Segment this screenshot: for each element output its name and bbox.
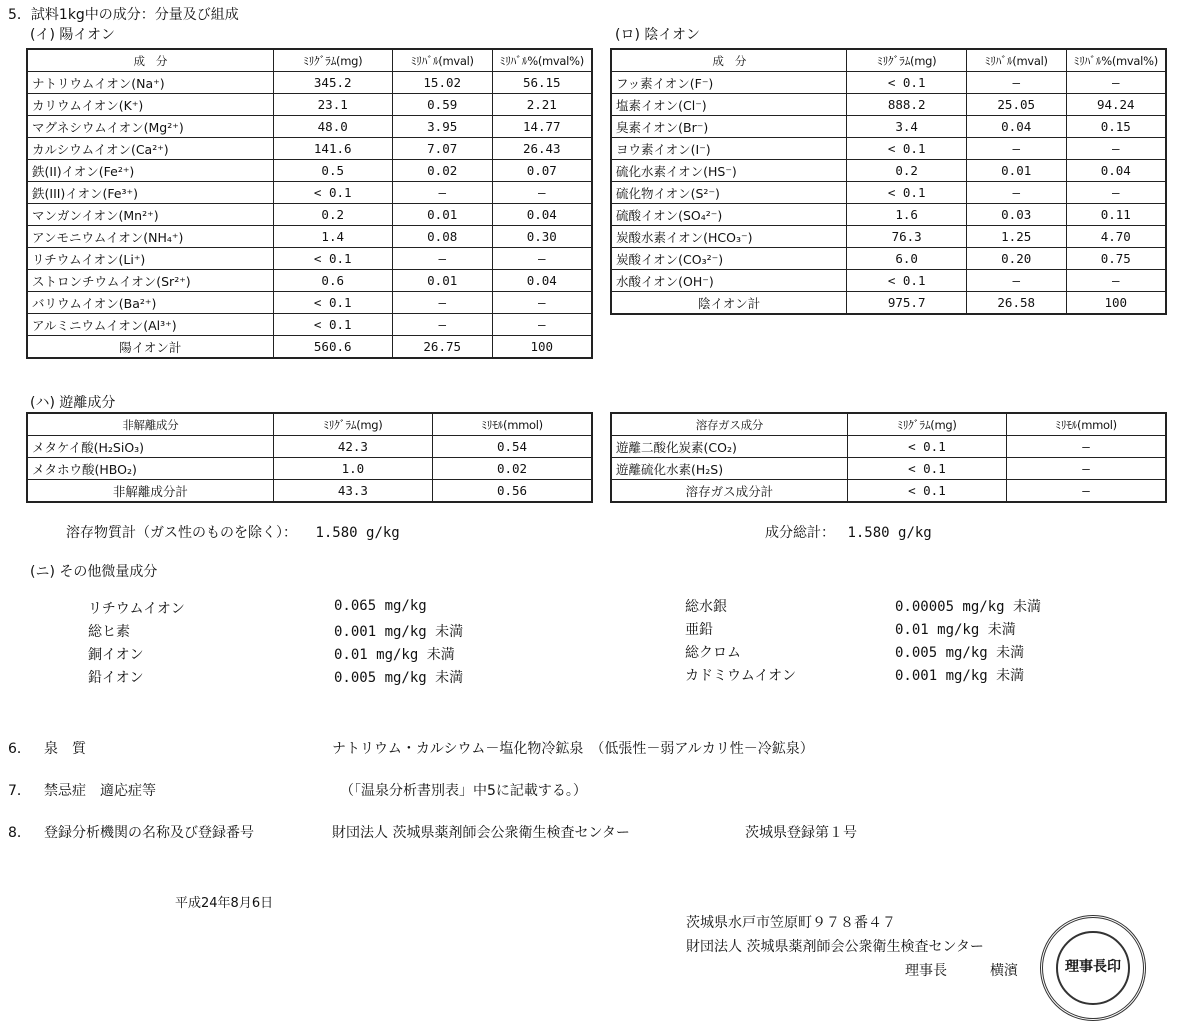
- component-value: —: [1066, 270, 1166, 292]
- component-name: 炭酸水素イオン(HCO₃⁻): [611, 226, 847, 248]
- component-value: 3.95: [392, 116, 492, 138]
- table-row: [611, 204, 1166, 226]
- component-value: < 0.1: [273, 182, 392, 204]
- component-value: —: [1007, 436, 1166, 458]
- component-value: 7.07: [392, 138, 492, 160]
- component-value: 4.70: [1066, 226, 1166, 248]
- col-header: 成 分: [27, 49, 273, 72]
- free-heading: (ハ) 遊離成分: [30, 395, 116, 411]
- component-name: 炭酸イオン(CO₃²⁻): [611, 248, 847, 270]
- item7-value: （「温泉分析書別表」中5に記載する。）: [340, 783, 587, 799]
- component-value: —: [392, 292, 492, 314]
- component-name: 遊離二酸化炭素(CO₂): [611, 436, 847, 458]
- total-value: 0.56: [433, 480, 592, 503]
- table-row: [611, 248, 1166, 270]
- component-name: リチウムイオン(Li⁺): [27, 248, 273, 270]
- table-row: [611, 458, 1166, 480]
- component-name: ナトリウムイオン(Na⁺): [27, 72, 273, 94]
- component-value: —: [1007, 458, 1166, 480]
- total-row: [611, 292, 1166, 315]
- component-name: 臭素イオン(Br⁻): [611, 116, 847, 138]
- component-name: メタケイ酸(H₂SiO₃): [27, 436, 273, 458]
- component-value: 0.5: [273, 160, 392, 182]
- component-value: 1.6: [847, 204, 966, 226]
- col-header: ﾐﾘﾊﾞﾙ%(mval%): [492, 49, 592, 72]
- gas-table: [610, 412, 1167, 503]
- issue-date: 平成24年8月6日: [175, 896, 274, 911]
- component-value: 25.05: [966, 94, 1066, 116]
- trace-heading: (ニ) その他微量成分: [30, 564, 158, 580]
- component-value: —: [966, 72, 1066, 94]
- component-name: 硫化水素イオン(HS⁻): [611, 160, 847, 182]
- component-value: 56.15: [492, 72, 592, 94]
- total-label: 陰イオン計: [611, 292, 847, 315]
- official-seal: [1040, 915, 1146, 1021]
- component-value: < 0.1: [847, 270, 966, 292]
- total-value: 26.75: [392, 336, 492, 359]
- component-value: 0.01: [966, 160, 1066, 182]
- component-value: 0.04: [1066, 160, 1166, 182]
- trace-value: 0.01 mg/kg 未満: [895, 622, 1016, 638]
- component-name: 鉄(II)イオン(Fe²⁺): [27, 160, 273, 182]
- component-value: —: [392, 314, 492, 336]
- total-summary: [765, 522, 932, 542]
- component-value: < 0.1: [847, 458, 1006, 480]
- component-name: メタホウ酸(HBO₂): [27, 458, 273, 480]
- col-header: ﾐﾘｸﾞﾗﾑ(mg): [273, 413, 432, 436]
- component-value: < 0.1: [847, 138, 966, 160]
- trace-value: 0.001 mg/kg 未満: [895, 668, 1025, 684]
- component-name: 硫化物イオン(S²⁻): [611, 182, 847, 204]
- component-value: —: [492, 248, 592, 270]
- seal-text: 理事長印: [1056, 931, 1130, 1005]
- component-name: 塩素イオン(Cl⁻): [611, 94, 847, 116]
- trace-label: リチウムイオン: [88, 601, 185, 617]
- component-value: —: [1066, 72, 1166, 94]
- trace-label: 亜鉛: [685, 622, 713, 638]
- component-name: ストロンチウムイオン(Sr²⁺): [27, 270, 273, 292]
- col-header: ﾐﾘﾊﾞﾙ(mval): [392, 49, 492, 72]
- trace-label: カドミウムイオン: [685, 668, 797, 684]
- component-value: < 0.1: [847, 182, 966, 204]
- table-row: [27, 160, 592, 182]
- total-row: [611, 480, 1166, 503]
- total-value: 100: [492, 336, 592, 359]
- item8-reg: 茨城県登録第１号: [745, 825, 857, 841]
- component-value: 94.24: [1066, 94, 1166, 116]
- component-value: 0.03: [966, 204, 1066, 226]
- item6-value: ナトリウム・カルシウム－塩化物冷鉱泉 （低張性－弱アルカリ性－冷鉱泉）: [332, 741, 814, 757]
- component-name: カリウムイオン(K⁺): [27, 94, 273, 116]
- table-row: [611, 94, 1166, 116]
- total-value: 43.3: [273, 480, 432, 503]
- table-row: [27, 270, 592, 292]
- cation-table: [26, 48, 593, 359]
- trace-label: 銅イオン: [88, 647, 144, 663]
- component-name: アルミニウムイオン(Al³⁺): [27, 314, 273, 336]
- table-row: [27, 226, 592, 248]
- table-row: [611, 160, 1166, 182]
- component-value: 6.0: [847, 248, 966, 270]
- trace-label: 総ヒ素: [88, 624, 130, 640]
- table-row: [27, 458, 592, 480]
- table-row: [27, 94, 592, 116]
- col-header: 溶存ガス成分: [611, 413, 847, 436]
- component-value: —: [392, 182, 492, 204]
- total-value: 26.58: [966, 292, 1066, 315]
- component-value: 23.1: [273, 94, 392, 116]
- total-value: 560.6: [273, 336, 392, 359]
- component-value: 42.3: [273, 436, 432, 458]
- component-value: —: [966, 270, 1066, 292]
- component-name: 水酸イオン(OH⁻): [611, 270, 847, 292]
- component-value: 0.07: [492, 160, 592, 182]
- total-value: —: [1007, 480, 1166, 503]
- table-row: [27, 116, 592, 138]
- trace-label: 総クロム: [685, 645, 741, 661]
- trace-value: 0.065 mg/kg: [334, 598, 427, 614]
- component-value: < 0.1: [273, 314, 392, 336]
- table-row: [27, 292, 592, 314]
- table-row: [27, 248, 592, 270]
- issuer-name: 横濱: [990, 963, 1018, 979]
- col-header: ﾐﾘﾊﾞﾙ(mval): [966, 49, 1066, 72]
- component-value: < 0.1: [847, 72, 966, 94]
- component-value: < 0.1: [273, 292, 392, 314]
- col-header: ﾐﾘｸﾞﾗﾑ(mg): [273, 49, 392, 72]
- dissolved-label: 溶存物質計（ガス性のものを除く）：: [66, 525, 297, 541]
- total-label: 溶存ガス成分計: [611, 480, 847, 503]
- table-row: [611, 270, 1166, 292]
- component-name: カルシウムイオン(Ca²⁺): [27, 138, 273, 160]
- dissolved-summary: [66, 522, 400, 542]
- component-value: 1.4: [273, 226, 392, 248]
- table-row: [27, 436, 592, 458]
- item7-label: 禁忌症 適応症等: [44, 783, 156, 799]
- component-value: 0.59: [392, 94, 492, 116]
- item8-num: 8．: [8, 825, 31, 841]
- trace-value: 0.005 mg/kg 未満: [895, 645, 1025, 661]
- table-row: [27, 72, 592, 94]
- total-value: 1.580 g/kg: [847, 525, 932, 541]
- anion-heading: (ロ) 陰イオン: [615, 27, 700, 43]
- trace-value: 0.005 mg/kg 未満: [334, 670, 464, 686]
- component-value: < 0.1: [847, 436, 1006, 458]
- col-header: ﾐﾘｸﾞﾗﾑ(mg): [847, 413, 1006, 436]
- component-value: 0.2: [273, 204, 392, 226]
- component-value: —: [1066, 182, 1166, 204]
- table-row: [611, 72, 1166, 94]
- component-value: —: [492, 182, 592, 204]
- table-row: [27, 182, 592, 204]
- trace-label: 総水銀: [685, 599, 727, 615]
- table-row: [611, 182, 1166, 204]
- free-table: [26, 412, 593, 503]
- total-label: 非解離成分計: [27, 480, 273, 503]
- total-row: [27, 336, 592, 359]
- item8-label: 登録分析機関の名称及び登録番号: [44, 825, 254, 841]
- trace-value: 0.01 mg/kg 未満: [334, 647, 455, 663]
- component-name: マンガンイオン(Mn²⁺): [27, 204, 273, 226]
- item6-label: 泉 質: [44, 741, 86, 757]
- component-name: マグネシウムイオン(Mg²⁺): [27, 116, 273, 138]
- col-header: ﾐﾘﾓﾙ(mmol): [1007, 413, 1166, 436]
- component-value: 0.30: [492, 226, 592, 248]
- component-value: 3.4: [847, 116, 966, 138]
- component-name: ヨウ素イオン(I⁻): [611, 138, 847, 160]
- total-label: 陽イオン計: [27, 336, 273, 359]
- trace-value: 0.00005 mg/kg 未満: [895, 599, 1042, 615]
- component-value: 0.11: [1066, 204, 1166, 226]
- component-value: —: [392, 248, 492, 270]
- component-value: 0.01: [392, 204, 492, 226]
- table-row: [611, 226, 1166, 248]
- component-value: 0.04: [966, 116, 1066, 138]
- component-value: 0.01: [392, 270, 492, 292]
- table-row: [611, 116, 1166, 138]
- component-name: フッ素イオン(F⁻): [611, 72, 847, 94]
- component-name: アンモニウムイオン(NH₄⁺): [27, 226, 273, 248]
- component-value: 888.2: [847, 94, 966, 116]
- component-value: —: [966, 182, 1066, 204]
- component-value: 76.3: [847, 226, 966, 248]
- component-name: 硫酸イオン(SO₄²⁻): [611, 204, 847, 226]
- col-header: ﾐﾘｸﾞﾗﾑ(mg): [847, 49, 966, 72]
- component-value: 0.04: [492, 204, 592, 226]
- component-value: 0.02: [392, 160, 492, 182]
- table-row: [27, 204, 592, 226]
- col-header: 非解離成分: [27, 413, 273, 436]
- component-name: 鉄(III)イオン(Fe³⁺): [27, 182, 273, 204]
- total-row: [27, 480, 592, 503]
- item8-org: 財団法人 茨城県薬剤師会公衆衛生検査センター: [332, 825, 630, 841]
- component-value: —: [492, 314, 592, 336]
- component-value: 141.6: [273, 138, 392, 160]
- component-value: 0.20: [966, 248, 1066, 270]
- table-row: [611, 138, 1166, 160]
- component-value: 15.02: [392, 72, 492, 94]
- table-row: [27, 138, 592, 160]
- component-value: —: [1066, 138, 1166, 160]
- issuer-org: 財団法人 茨城県薬剤師会公衆衛生検査センター: [686, 939, 984, 955]
- component-value: —: [492, 292, 592, 314]
- col-header: 成 分: [611, 49, 847, 72]
- col-header: ﾐﾘﾓﾙ(mmol): [433, 413, 592, 436]
- col-header: ﾐﾘﾊﾞﾙ%(mval%): [1066, 49, 1166, 72]
- component-value: 48.0: [273, 116, 392, 138]
- total-value: 975.7: [847, 292, 966, 315]
- component-value: 0.15: [1066, 116, 1166, 138]
- component-value: 345.2: [273, 72, 392, 94]
- component-value: 0.6: [273, 270, 392, 292]
- component-value: 1.0: [273, 458, 432, 480]
- component-value: 0.2: [847, 160, 966, 182]
- component-value: 0.08: [392, 226, 492, 248]
- component-value: 0.04: [492, 270, 592, 292]
- component-value: —: [966, 138, 1066, 160]
- component-value: 0.54: [433, 436, 592, 458]
- component-value: 26.43: [492, 138, 592, 160]
- cation-heading: (イ) 陽イオン: [30, 27, 115, 43]
- table-row: [611, 436, 1166, 458]
- total-value: 100: [1066, 292, 1166, 315]
- total-value: < 0.1: [847, 480, 1006, 503]
- component-value: 0.75: [1066, 248, 1166, 270]
- total-label: 成分総計：: [765, 525, 835, 541]
- item7-num: 7．: [8, 783, 31, 799]
- trace-value: 0.001 mg/kg 未満: [334, 624, 464, 640]
- trace-label: 鉛イオン: [88, 670, 144, 686]
- issuer-title: 理事長: [905, 963, 947, 979]
- issuer-address: 茨城県水戸市笠原町９７８番４７: [686, 915, 896, 931]
- item6-num: 6．: [8, 741, 31, 757]
- anion-table: [610, 48, 1167, 315]
- section5-title: 5．試料1kg中の成分：分量及び組成: [8, 7, 239, 23]
- dissolved-value: 1.580 g/kg: [315, 525, 400, 541]
- component-value: 0.02: [433, 458, 592, 480]
- component-value: < 0.1: [273, 248, 392, 270]
- table-row: [27, 314, 592, 336]
- component-value: 2.21: [492, 94, 592, 116]
- component-name: バリウムイオン(Ba²⁺): [27, 292, 273, 314]
- component-value: 1.25: [966, 226, 1066, 248]
- component-value: 14.77: [492, 116, 592, 138]
- component-name: 遊離硫化水素(H₂S): [611, 458, 847, 480]
